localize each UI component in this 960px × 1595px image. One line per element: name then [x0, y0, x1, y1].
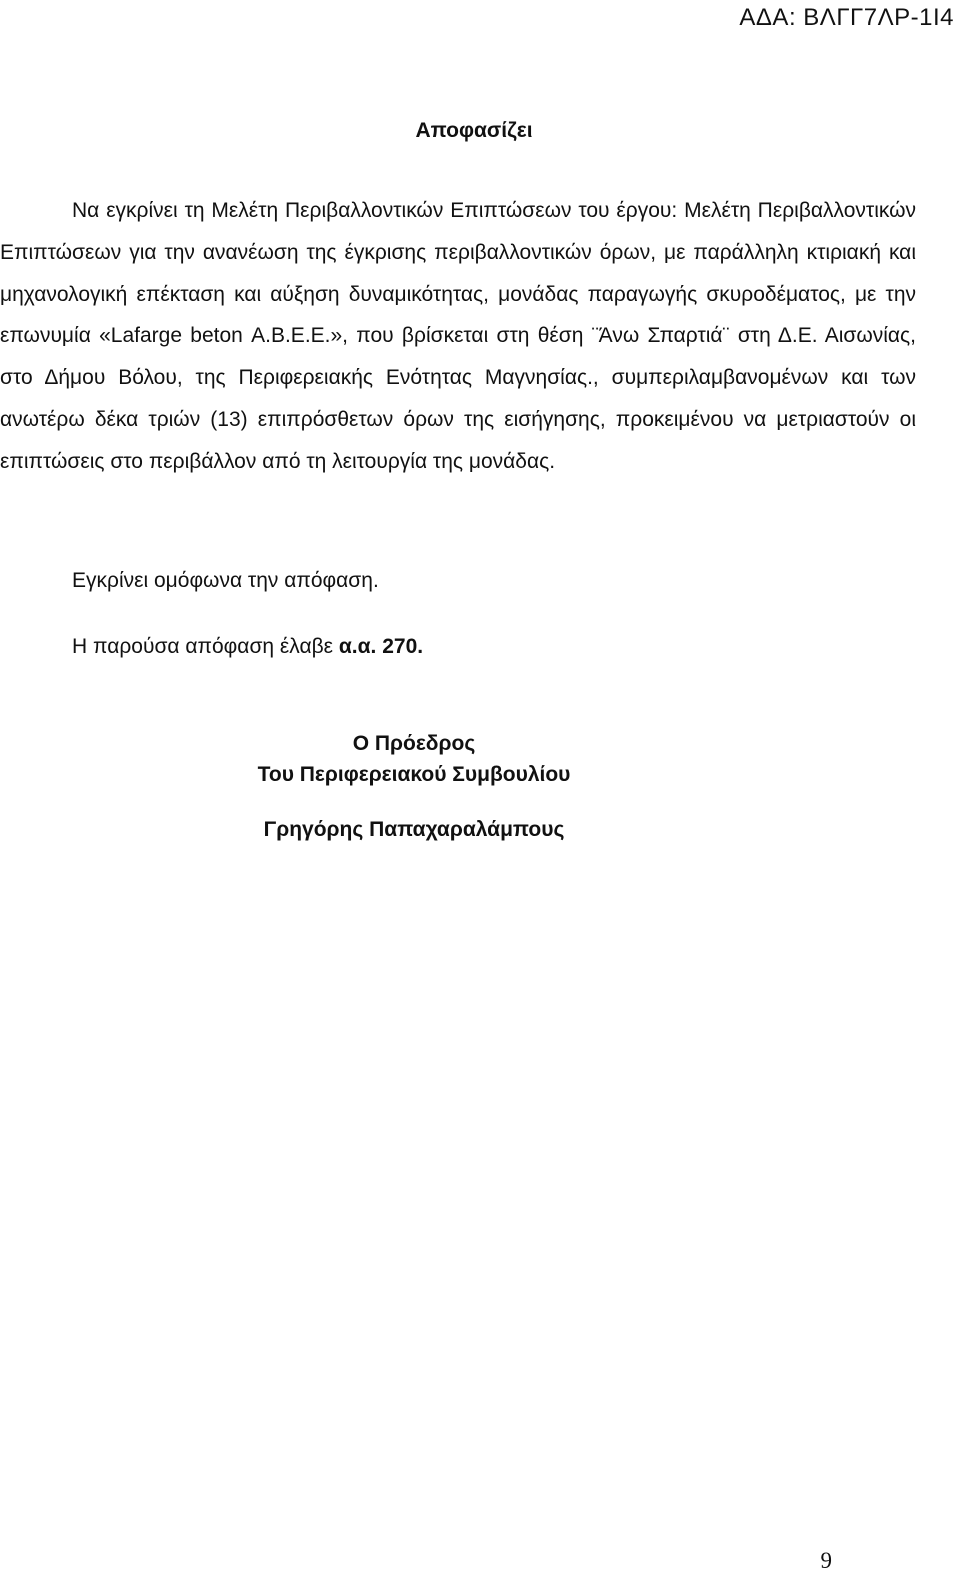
signatory-name: Γρηγόρης Παπαχαραλάμπους [263, 818, 565, 841]
decision-number: α.α. 270. [338, 635, 424, 658]
decision-number-line [72, 635, 423, 659]
signature-title: Ο Πρόεδρος [352, 732, 476, 755]
decision-heading: Αποφασίζει [415, 119, 533, 142]
page-number: 9 [820, 1548, 832, 1573]
signature-council: Του Περιφερειακού Συμβουλίου [257, 763, 571, 786]
decision-paragraph: Να εγκρίνει τη Μελέτη Περιβαλλοντικών Επιπτώσεων του έργου: Μελέτη Περιβαλλοντικών Επιπτώσεων για την ανανέωση της έγκρισης περιβαλλοντικών όρων, με παράλληλη κτιριακή και μηχανολογική επέκταση και αύξηση δυναμικότητας, μονάδας παραγωγής σκυροδέματος, με την επωνυμία «Lafarge beton Α.Β.Ε.Ε.», που βρίσκεται στη θέση ¨Άνω Σπαρτιά¨ στη Δ.Ε. Αισωνίας, στο Δήμου Βόλου, της Περιφερειακής Ενότητας Μαγνησίας., συμπεριλαμβανομένων και των ανωτέρω δέκα τριών (13) επιπρόσθετων όρων της εισήγησης, προκειμένου να μετριαστούν οι επιπτώσεις στο περιβάλλον από τη λειτουργία της μονάδας. [0, 199, 916, 473]
decision-number-prefix: Η παρούσα απόφαση έλαβε [72, 635, 339, 658]
ada-reference: ΑΔΑ: ΒΛΓΓ7ΛΡ-1Ι4 [739, 4, 954, 31]
approval-statement: Εγκρίνει ομόφωνα την απόφαση. [72, 569, 379, 592]
